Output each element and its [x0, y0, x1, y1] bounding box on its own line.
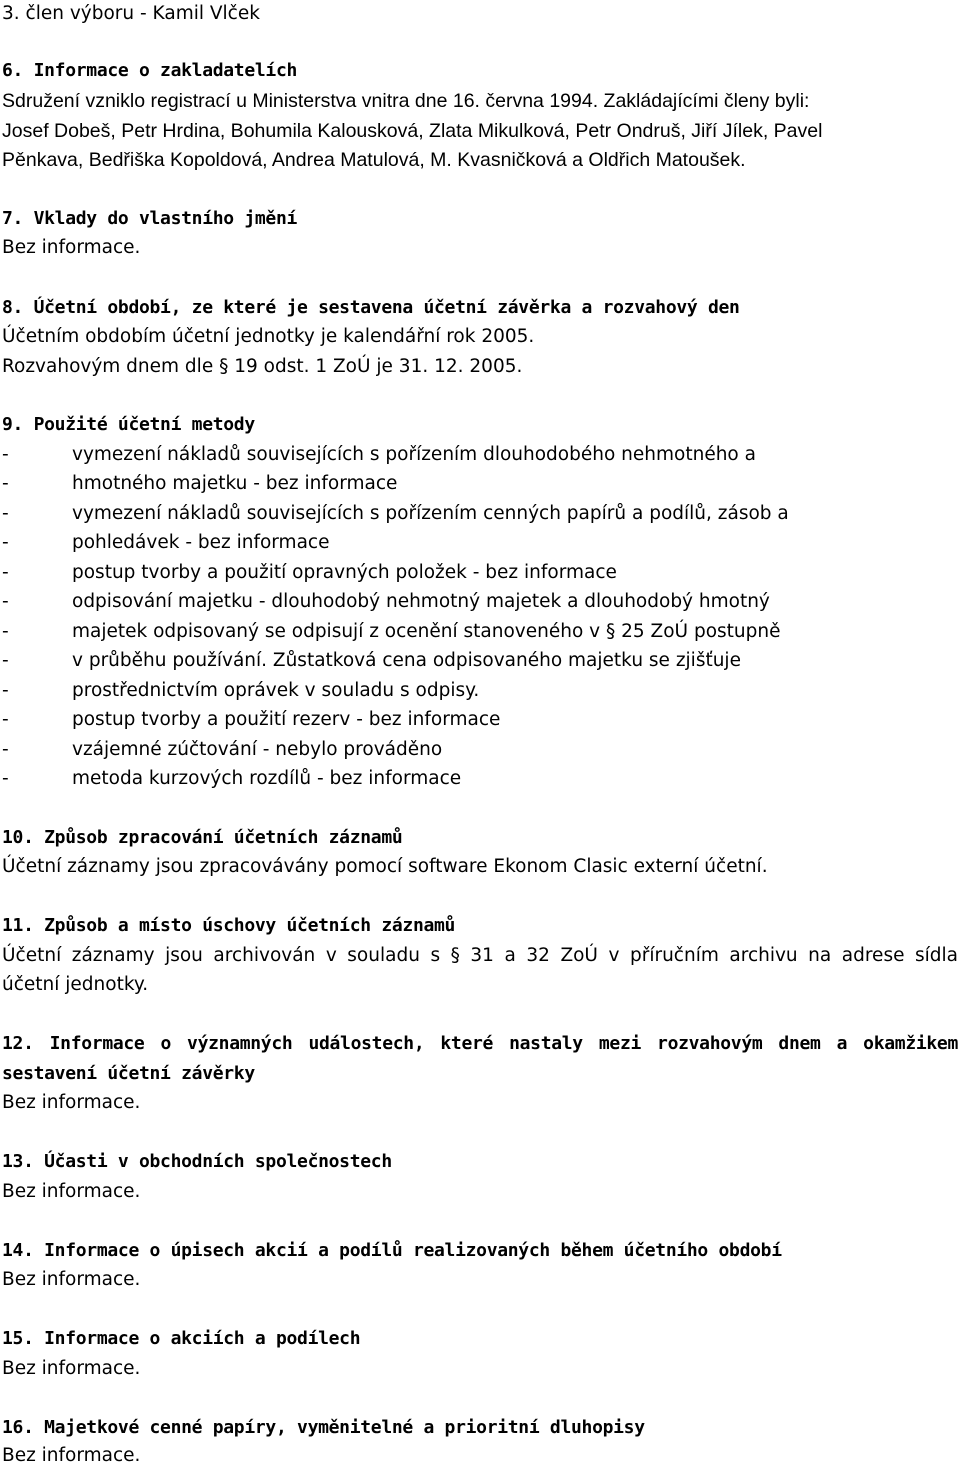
method-list-item	[2, 649, 741, 673]
method-list-item	[2, 620, 781, 644]
method-item-text: metoda kurzových rozdílů - bez informace	[72, 768, 462, 789]
section-6-line: Pěnkava, Bedřiška Kopoldová, Andrea Matulová, M. Kvasničková a Oldřich Matoušek.	[2, 149, 746, 171]
method-item-text: odpisování majetku - dlouhodobý nehmotný majetek a dlouhodobý hmotný	[72, 591, 770, 612]
method-list-item	[2, 443, 756, 467]
section-11-heading: 11. Způsob a místo úschovy účetních záznamů	[2, 915, 456, 936]
method-item-text: vymezení nákladů souvisejících s pořízením dlouhodobého nehmotného a	[72, 444, 756, 465]
section-6-line: Josef Dobeš, Petr Hrdina, Bohumila Kalousková, Zlata Mikulková, Petr Ondruš, Jiří Jílek, Pavel	[2, 120, 823, 142]
method-list-item	[2, 708, 500, 732]
dash-bullet: -	[2, 768, 9, 789]
method-item-text: postup tvorby a použití rezerv - bez informace	[72, 709, 501, 730]
dash-bullet: -	[2, 739, 9, 760]
section-13-text: Bez informace.	[2, 1181, 141, 1202]
method-item-text: vymezení nákladů souvisejících s pořízením cenných papírů a podílů, zásob a	[72, 503, 789, 524]
method-item-text: postup tvorby a použití opravných položek - bez informace	[72, 562, 617, 583]
dash-bullet: -	[2, 503, 9, 524]
method-item-text: v průběhu používání. Zůstatková cena odpisovaného majetku se zjišťuje	[72, 650, 741, 671]
section-8-line: Rozvahovým dnem dle § 19 odst. 1 ZoÚ je 31. 12. 2005.	[2, 356, 523, 377]
method-item-text: vzájemné zúčtování - nebylo prováděno	[72, 739, 443, 760]
method-item-text: prostřednictvím oprávek v souladu s odpisy.	[72, 680, 480, 701]
method-list-item	[2, 738, 442, 762]
section-6-line: Sdružení vzniklo registrací u Ministerstva vnitra dne 16. června 1994. Zakládajícími členy byli:	[2, 90, 810, 112]
section-10-heading: 10. Způsob zpracování účetních záznamů	[2, 827, 403, 848]
committee-member-line: 3. člen výboru - Kamil Vlček	[2, 3, 260, 24]
section-15-heading: 15. Informace o akciích a podílech	[2, 1328, 361, 1349]
dash-bullet: -	[2, 650, 9, 671]
section-14-text: Bez informace.	[2, 1269, 141, 1290]
dash-bullet: -	[2, 621, 9, 642]
method-item-text: pohledávek - bez informace	[72, 532, 330, 553]
method-list-item	[2, 472, 397, 496]
section-11-line: účetní jednotky.	[2, 974, 149, 995]
method-item-text: hmotného majetku - bez informace	[72, 473, 398, 494]
section-16-text: Bez informace.	[2, 1445, 141, 1466]
dash-bullet: -	[2, 709, 9, 730]
dash-bullet: -	[2, 680, 9, 701]
section-6-heading: 6. Informace o zakladatelích	[2, 60, 298, 81]
method-list-item	[2, 679, 479, 703]
method-item-text: majetek odpisovaný se odpisují z ocenění stanoveného v § 25 ZoÚ postupně	[72, 621, 781, 642]
section-14-heading: 14. Informace o úpisech akcií a podílů realizovaných během účetního období	[2, 1240, 782, 1261]
dash-bullet: -	[2, 532, 9, 553]
section-12-heading: 12. Informace o významných událostech, které nastaly mezi rozvahovým dnem a okamžikem	[2, 1033, 958, 1054]
method-list-item	[2, 767, 461, 791]
method-list-item	[2, 590, 770, 614]
dash-bullet: -	[2, 591, 9, 612]
section-11-line: Účetní záznamy jsou archivován v souladu s § 31 a 32 ZoÚ v příručním archivu na adrese sídla	[2, 945, 958, 966]
section-8-line: Účetním obdobím účetní jednotky je kalendářní rok 2005.	[2, 326, 535, 347]
method-list-item	[2, 531, 329, 555]
section-8-heading: 8. Účetní období, ze které je sestavena účetní závěrka a rozvahový den	[2, 297, 740, 318]
dash-bullet: -	[2, 444, 9, 465]
dash-bullet: -	[2, 562, 9, 583]
section-15-text: Bez informace.	[2, 1358, 141, 1379]
method-list-item	[2, 561, 617, 585]
section-9-heading: 9. Použité účetní metody	[2, 414, 255, 435]
dash-bullet: -	[2, 473, 9, 494]
section-12-heading-cont: sestavení účetní závěrky	[2, 1063, 255, 1084]
section-7-heading: 7. Vklady do vlastního jmění	[2, 208, 298, 229]
section-10-text: Účetní záznamy jsou zpracovávány pomocí software Ekonom Clasic externí účetní.	[2, 856, 768, 877]
section-13-heading: 13. Účasti v obchodních společnostech	[2, 1151, 392, 1172]
section-7-text: Bez informace.	[2, 237, 141, 258]
section-12-text: Bez informace.	[2, 1092, 141, 1113]
method-list-item	[2, 502, 789, 526]
section-16-heading: 16. Majetkové cenné papíry, vyměnitelné a prioritní dluhopisy	[2, 1417, 645, 1438]
